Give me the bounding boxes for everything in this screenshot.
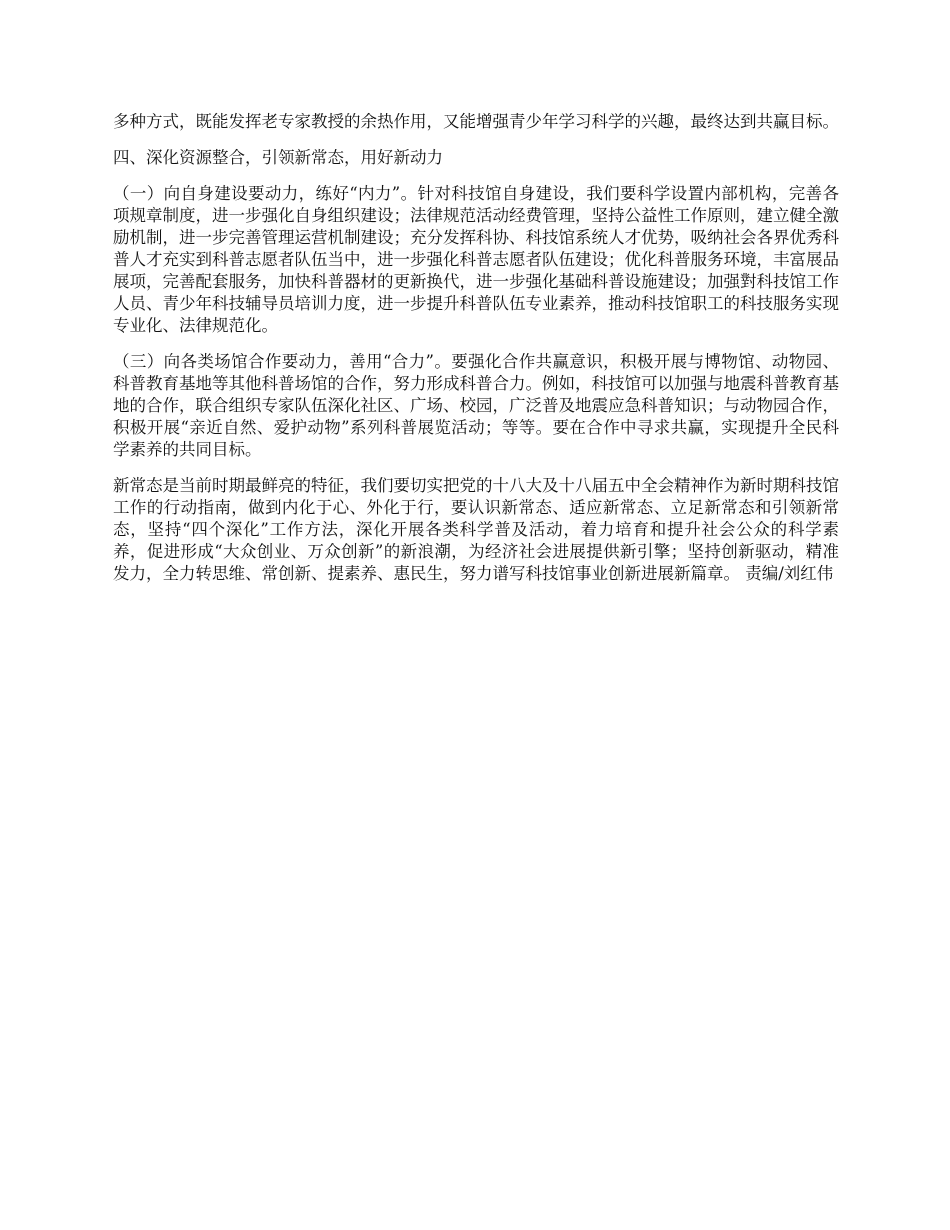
paragraph-conclusion: 新常态是当前时期最鲜亮的特征，我们要切实把党的十八大及十八届五中全会精神作为新时期科技馆工作的行动指南，做到内化于心、外化于行，要认识新常态、适应新常态、立足新常态和引领新常态，坚持“四个深化”工作方法，深化开展各类科学普及活动，着力培育和提升社会公众的科学素养，促进形成“大众创业、万众创新”的新浪潮，为经济社会进展提供新引擎；坚持创新驱动，精准发力，全力转思维、常创新、提素养、惠民生，努力谱写科技馆事业创新进展新篇章。 责编/刘红伟 (113, 476, 839, 583)
section-heading: 四、深化资源整合，引领新常态，用好新动力 (113, 148, 443, 167)
paragraph-self-construction: （一）向自身建设要动力，练好“内力”。针对科技馆自身建设，我们要科学设置内部机构，完善各项规章制度，进一步强化自身组织建设；法律规范活动经费管理，坚持公益性工作原则，建立健全激励机制，进一步完善管理运营机制建设；充分发挥科协、科技馆系统人才优势，吸纳社会各界优秀科普人才充实到科普志愿者队伍当中，进一步强化科普志愿者队伍建设；优化科普服务环境，丰富展品展项，完善配套服务，加快科普器材的更新换代，进一步强化基础科普设施建设；加强對科技馆工作人员、青少年科技辅导员培训力度，进一步提升科普队伍专业素养，推动科技馆职工的科技服务实现专业化、法律规范化。 (113, 184, 839, 335)
document-body (113, 111, 839, 599)
paragraph-continuation: 多种方式，既能发挥老专家教授的余热作用，又能增强青少年学习科学的兴趣，最终达到共赢目标。 (113, 112, 839, 131)
paragraph-venue-cooperation: （三）向各类场馆合作要动力，善用“合力”。要强化合作共赢意识，积极开展与博物馆、动物园、科普教育基地等其他科普场馆的合作，努力形成科普合力。例如，科技馆可以加强与地震科普教育基地的合作，联合组织专家队伍深化社区、广场、校园，广泛普及地震应急科普知识；与动物园合作，积极开展“亲近自然、爱护动物”系列科普展览活动；等等。要在合作中寻求共赢，实现提升全民科学素养的共同目标。 (113, 352, 839, 459)
